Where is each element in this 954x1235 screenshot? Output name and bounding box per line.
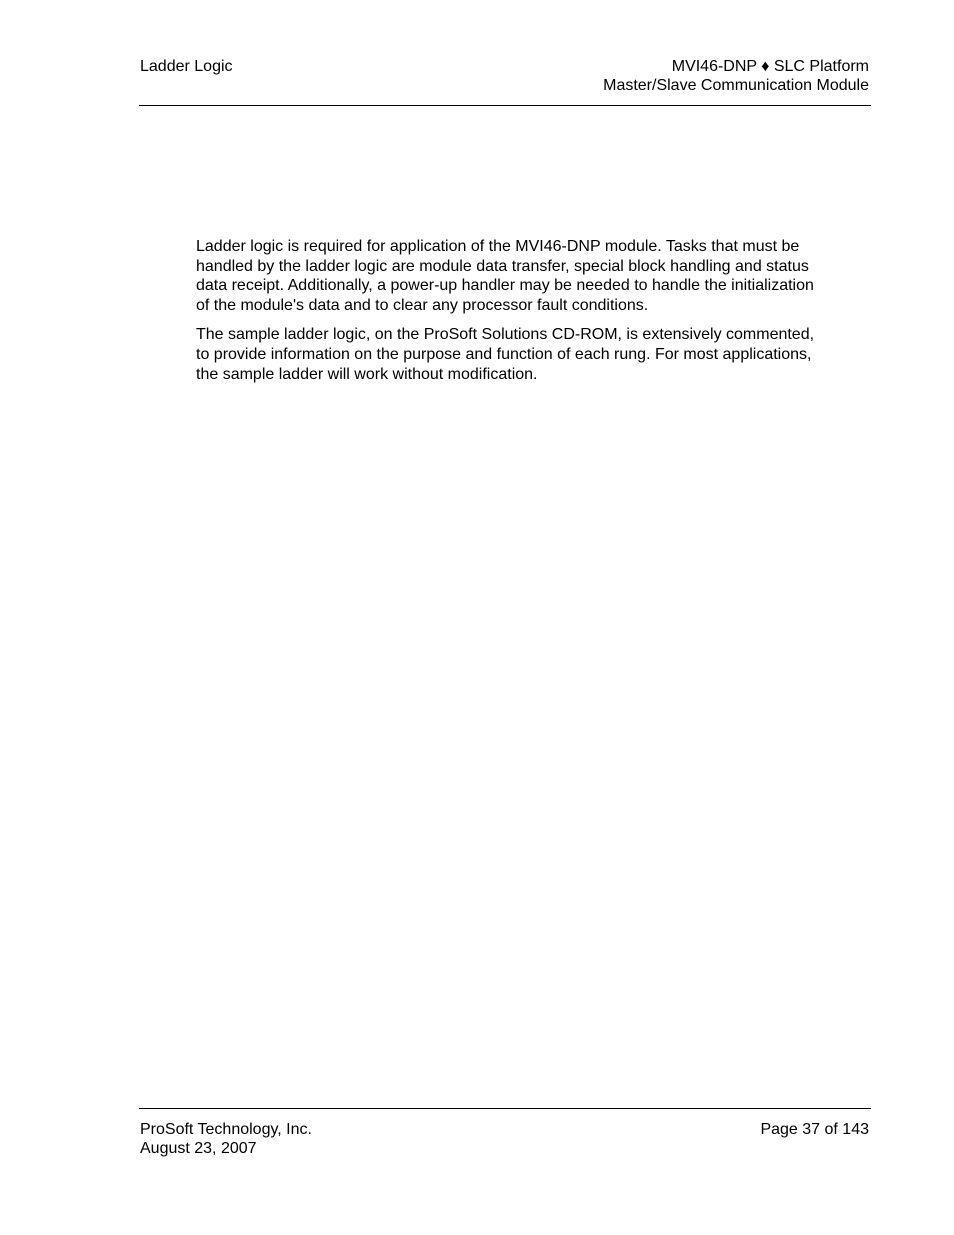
body-paragraph: Ladder logic is required for application of the MVI46-DNP module. Tasks that must be handled by the ladder logic are module data transfer, special block handling and status data receipt. Additionally, a power-up handler may be needed to handle the initialization of the module's data and to clear any processor fault conditions.: [196, 238, 814, 314]
page-footer: [139, 1108, 871, 1157]
footer-page-number: Page 37 of 143: [760, 1121, 869, 1138]
footer-date: August 23, 2007: [140, 1140, 257, 1157]
header-product-line: MVI46-DNP ♦ SLC Platform: [671, 58, 869, 75]
body-content: [196, 237, 820, 394]
body-paragraph: The sample ladder logic, on the ProSoft Solutions CD-ROM, is extensively commented, to provide information on the purpose and function of each rung. For most applications, the sample ladder will work without modification.: [196, 326, 815, 383]
header-product-subtitle: Master/Slave Communication Module: [603, 77, 869, 94]
header-section-title: Ladder Logic: [140, 58, 233, 75]
page-header: [139, 55, 871, 106]
footer-publisher-info: [140, 1120, 312, 1158]
footer-company: ProSoft Technology, Inc.: [140, 1121, 312, 1138]
header-product-info: [603, 57, 869, 95]
